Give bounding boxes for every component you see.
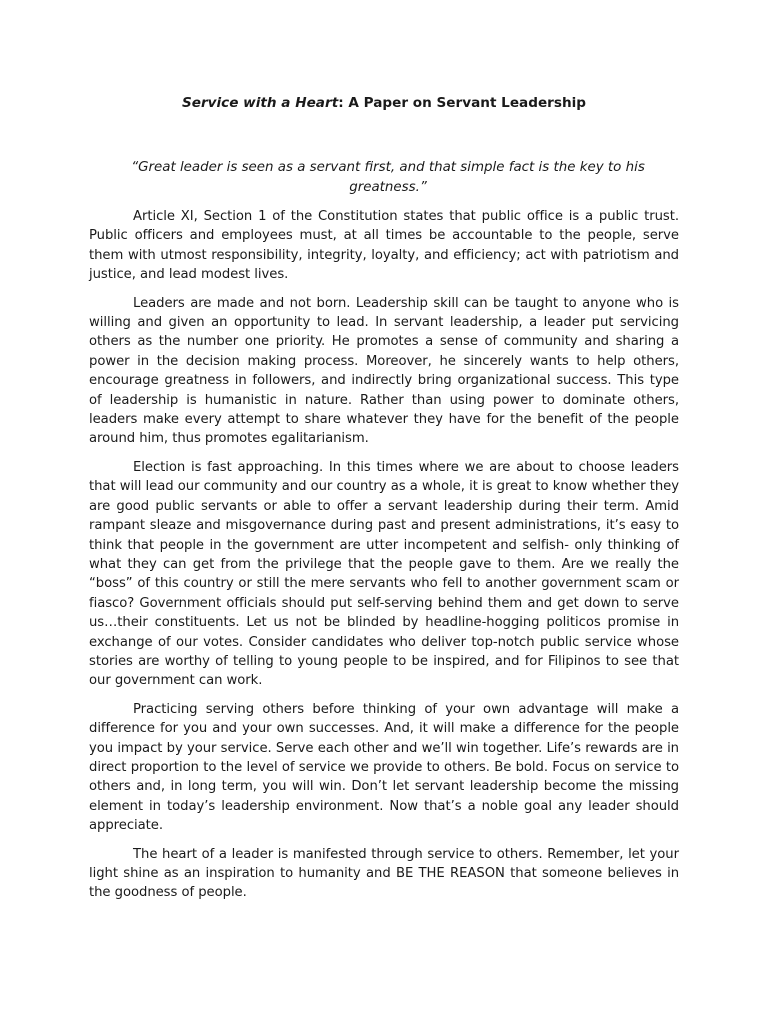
title-rest-part: : A Paper on Servant Leadership xyxy=(338,95,587,111)
title-italic-part: Service with a Heart xyxy=(181,95,339,111)
paragraph-constitution: Article XI, Section 1 of the Constitution states that public office is a public trust. Public officers and employees must, at all times be accountable to the people, serve them with utmost responsibility, integrity, loyalty, and efficiency; act with patriotism and justice, and lead modest lives. xyxy=(89,209,679,283)
document-title xyxy=(89,93,679,113)
paragraph-leaders-made: Leaders are made and not born. Leadership skill can be taught to anyone who is willing and given an opportunity to lead. In servant leadership, a leader put servicing others as the number one priority. He promotes a sense of community and sharing a power in the decision making process. Moreover, he sincerely wants to help others, encourage greatness in followers, and indirectly bring organizational success. This type of leadership is humanistic in nature. Rather than using power to dominate others, leaders make every attempt to share whatever they have for the benefit of the people around him, thus promotes egalitarianism. xyxy=(89,295,679,447)
paragraph-election: Election is fast approaching. In this times where we are about to choose leaders that will lead our community and our country as a whole, it is great to know whether they are good public servants or able to offer a servant leadership during their term. Amid rampant sleaze and misgovernance during past and present administrations, it’s easy to think that people in the government are utter incompetent and selfish- only thinking of what they can get from the privilege that the people gave to them. Are we really the “boss” of this country or still the mere servants who fell to another government scam or fiasco? Government officials should put self-serving behind them and get down to serve us…their constituents. Let us not be blinded by headline-hogging politicos promise in exchange of our votes. Consider candidates who deliver top-notch public service whose stories are worthy of telling to young people to be inspired, and for Filipinos to see that our government can work. xyxy=(89,459,679,689)
paragraph-practicing-service: Practicing serving others before thinking of your own advantage will make a difference for you and your own successes. And, it will make a difference for the people you impact by your service. Serve each other and we’ll win together. Life’s rewards are in direct proportion to the level of service we provide to others. Be bold. Focus on service to others and, in long term, you will win. Don’t let servant leadership become the missing element in today’s leadership environment. Now that’s a noble goal any leader should appreciate. xyxy=(89,701,679,834)
epigraph-quote: “Great leader is seen as a servant first, and that simple fact is the key to his greatness.” xyxy=(131,160,645,195)
paragraph-heart-of-leader: The heart of a leader is manifested through service to others. Remember, let your light shine as an inspiration to humanity and BE THE REASON that someone believes in the goodness of people. xyxy=(89,846,679,901)
